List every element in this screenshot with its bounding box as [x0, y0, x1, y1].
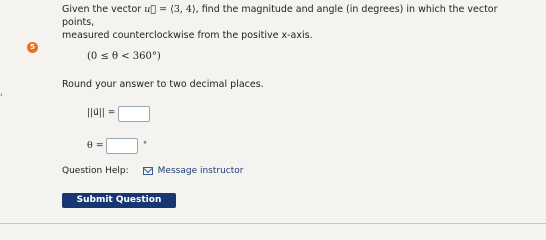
magnitude-input[interactable] [118, 106, 150, 122]
angle-input[interactable] [106, 138, 138, 154]
question-number-badge: 5 [27, 42, 38, 53]
vector-expression [144, 4, 195, 15]
vector-value: = ⟨3, 4⟩ [156, 4, 196, 15]
vector-name: u⃗ [144, 4, 157, 15]
question-text-before: Given the vector [62, 4, 145, 15]
submit-question-button[interactable]: Submit Question [62, 193, 176, 208]
rounding-instruction: Round your answer to two decimal places. [62, 79, 264, 90]
question-help-row [62, 166, 244, 176]
margin-mark: ' [0, 93, 3, 103]
degree-symbol: ° [143, 140, 147, 149]
angle-domain: (0 ≤ θ < 360°) [87, 51, 161, 62]
message-instructor-link[interactable]: Message instructor [157, 166, 244, 176]
question-text [62, 3, 532, 42]
question-text-after: , find the magnitude and angle (in degrees) in which the vector points, [62, 4, 498, 28]
question-help-label: Question Help: [62, 166, 129, 176]
angle-label: θ = [87, 140, 104, 151]
divider [0, 223, 546, 224]
magnitude-label: ||u⃗|| = [87, 108, 116, 118]
question-text-line2: measured counterclockwise from the positive x-axis. [62, 30, 313, 41]
mail-icon[interactable] [143, 167, 153, 175]
